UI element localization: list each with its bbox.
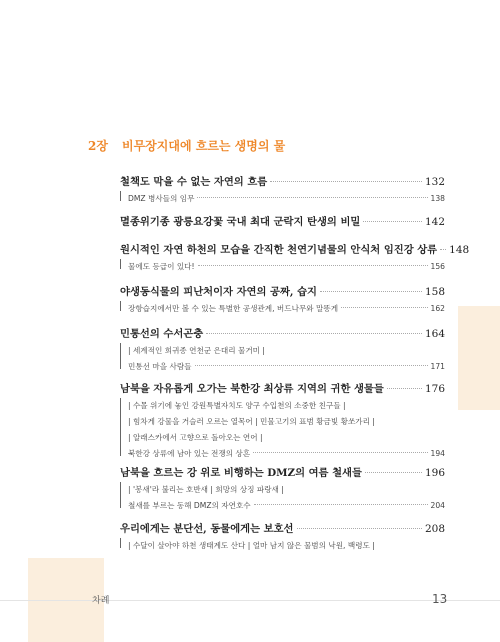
- entry-page: 164: [424, 328, 445, 340]
- entry-title: 남북을 자유롭게 오가는 북한강 최상류 지역의 귀한 생물들: [120, 383, 384, 395]
- subentry-title: | '봉새'라 불리는 호반새 | 희망의 상징 파랑새 |: [128, 485, 284, 494]
- entry-page: 208: [424, 523, 445, 535]
- toc-subentry[interactable]: [120, 448, 445, 459]
- entry-title: 민통선의 수서곤충: [120, 328, 204, 340]
- subentry-title: | 힘차게 강물을 거슬러 오르는 열목어 | 민물고기의 표범 황금빛 황쏘가리 |: [128, 417, 375, 426]
- toc-section: [120, 283, 445, 314]
- chapter-title: 비무장지대에 흐르는 생명의 물: [122, 139, 286, 153]
- subentry-title: | 수달이 살아야 하천 생태계도 산다 | 얼마 남지 않은 물범의 낙원, 백령도 |: [128, 541, 375, 550]
- dot-leader: [363, 221, 422, 222]
- toc-section: [120, 520, 445, 551]
- subentry-title: 민통선 마을 사람들: [128, 362, 192, 371]
- subentry-page: 204: [430, 501, 445, 510]
- dot-leader: [297, 528, 422, 529]
- sub-bar: [120, 538, 121, 548]
- entry-title: 야생동식물의 피난처이자 자연의 공짜, 습지: [120, 286, 317, 298]
- dot-leader: [195, 365, 428, 366]
- dot-leader: [270, 181, 422, 182]
- decorative-block-right: [458, 306, 500, 410]
- sub-bar: [120, 343, 121, 369]
- toc-entry[interactable]: [120, 283, 445, 298]
- toc-subentry[interactable]: [120, 345, 445, 356]
- toc-entry[interactable]: [120, 241, 470, 256]
- entry-page: 148: [449, 244, 470, 256]
- toc-entry[interactable]: [120, 213, 445, 228]
- dot-leader: [197, 197, 427, 198]
- subentry-title: | 알래스카에서 고향으로 돌아오는 연어 |: [128, 433, 263, 442]
- subentry-title: DMZ 병사들의 임무: [128, 194, 195, 203]
- entry-page: 196: [424, 467, 445, 479]
- sub-bar: [120, 482, 121, 508]
- toc-section: [120, 380, 445, 459]
- dot-leader: [341, 307, 427, 308]
- entry-title: 철책도 막을 수 없는 자연의 흐름: [120, 176, 268, 188]
- entry-page: 142: [424, 216, 445, 228]
- dot-leader: [387, 388, 422, 389]
- entry-page: 158: [424, 286, 445, 298]
- entry-title: 우리에게는 분단선, 동물에게는 보호선: [120, 523, 294, 535]
- toc-subentry[interactable]: [120, 432, 445, 443]
- sub-bar: [120, 301, 121, 311]
- toc-subentry[interactable]: [120, 484, 445, 495]
- subentry-page: 194: [430, 449, 445, 458]
- footer-rule: [0, 600, 500, 601]
- toc-section: [120, 325, 445, 372]
- entry-title: 멸종위기종 광릉요강꽃 국내 최대 군락지 탄생의 비밀: [120, 216, 361, 228]
- toc-entry[interactable]: [120, 380, 445, 395]
- sub-bar: [120, 398, 121, 456]
- dot-leader: [320, 291, 422, 292]
- toc-section: [120, 241, 470, 272]
- subentry-page: 162: [430, 304, 445, 313]
- entry-page: 176: [424, 383, 445, 395]
- subentry-title: | 세계적인 희귀종 연천군 은대리 물거미 |: [128, 346, 265, 355]
- page-number: 13: [432, 592, 448, 606]
- toc-subentry[interactable]: [120, 500, 445, 511]
- toc-entry[interactable]: [120, 173, 445, 188]
- dot-leader: [254, 504, 428, 505]
- dot-leader: [365, 472, 422, 473]
- sub-bar: [120, 191, 121, 201]
- subentry-title: | 수몰 위기에 놓인 강원특별자치도 양구 수입천의 소중한 친구들 |: [128, 401, 346, 410]
- dot-leader: [253, 452, 427, 453]
- subentry-page: 138: [430, 194, 445, 203]
- toc-section: [120, 213, 445, 228]
- toc-entry[interactable]: [120, 464, 445, 479]
- toc-section: [120, 464, 445, 511]
- toc-subentry[interactable]: [120, 193, 445, 204]
- chapter-number: 2장: [88, 139, 108, 153]
- toc-section: [120, 173, 445, 204]
- toc-entry[interactable]: [120, 520, 445, 535]
- subentry-page: 171: [430, 362, 445, 371]
- toc-subentry[interactable]: [120, 540, 445, 551]
- toc-entry[interactable]: [120, 325, 445, 340]
- dot-leader: [198, 265, 428, 266]
- dot-leader: [440, 249, 446, 250]
- subentry-title: 북한강 상류에 남아 있는 전쟁의 상흔: [128, 449, 251, 458]
- subentry-title: 물에도 등급이 있다!: [128, 262, 195, 271]
- sub-bar: [120, 259, 121, 269]
- toc-subentry[interactable]: [120, 303, 445, 314]
- dot-leader: [206, 333, 422, 334]
- toc-subentry[interactable]: [120, 261, 445, 272]
- footer-section-label: 차례: [92, 596, 110, 606]
- toc-subentry[interactable]: [120, 400, 445, 411]
- entry-title: 원시적인 자연 하천의 모습을 간직한 천연기념물의 안식처 임진강 상류: [120, 244, 438, 256]
- subentry-page: 156: [430, 262, 445, 271]
- entry-page: 132: [424, 176, 445, 188]
- toc-subentry[interactable]: [120, 361, 445, 372]
- subentry-title: 철새를 부르는 동해 DMZ의 자연호수: [128, 501, 251, 510]
- toc-subentry[interactable]: [120, 416, 445, 427]
- subentry-title: 장항습지에서만 볼 수 있는 특별한 공생관계, 버드나무와 말똥게: [128, 304, 339, 313]
- entry-title: 남북을 흐르는 강 위로 비행하는 DMZ의 여름 철새들: [120, 467, 362, 479]
